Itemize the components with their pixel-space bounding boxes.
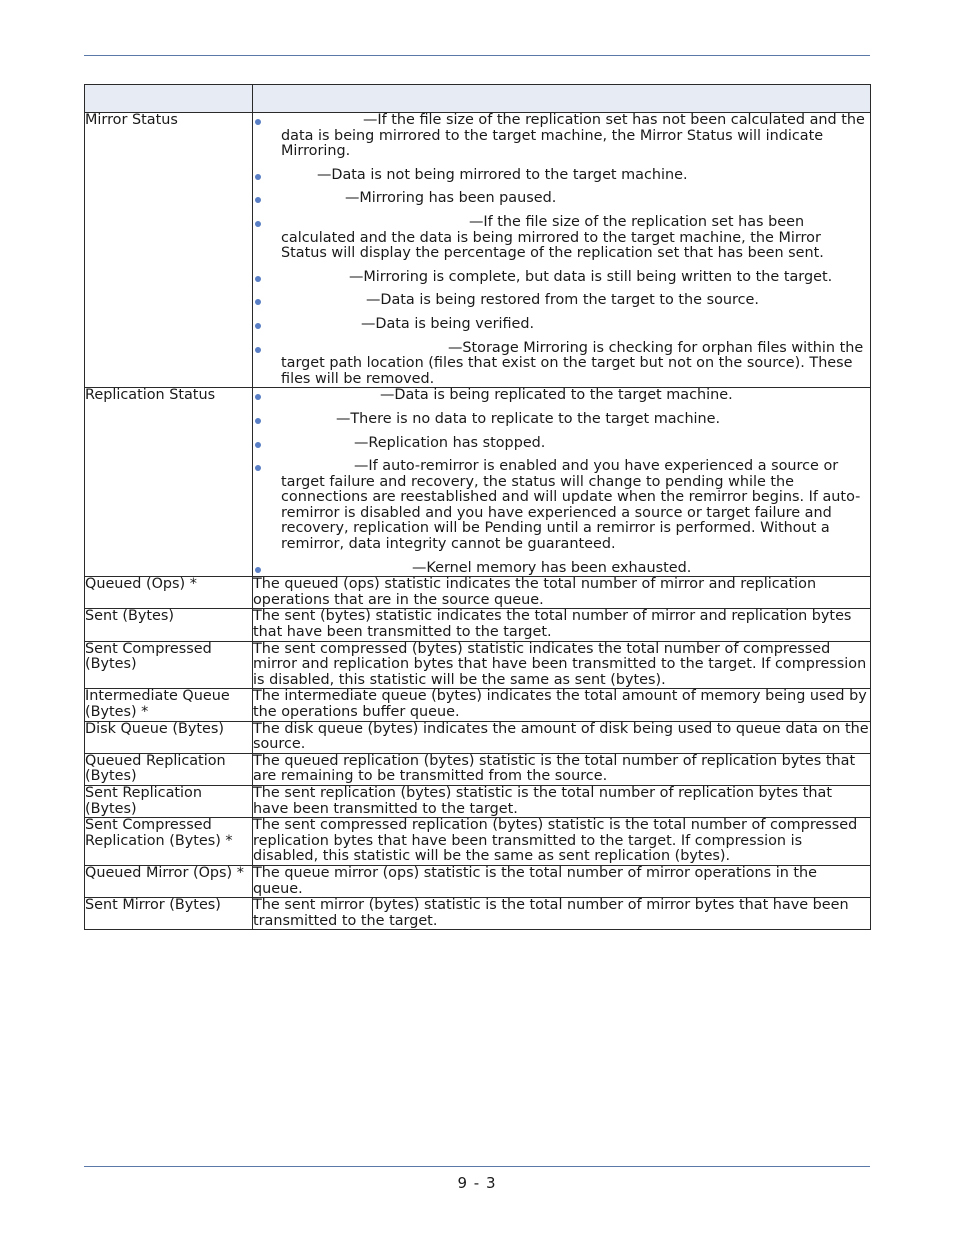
statistic-description: The sent compressed (bytes) statistic indicates the total number of compressed mirror and replication bytes that have been transmitted to the target. If compression is disabled, this statistic will be the same as sent (bytes). — [253, 641, 871, 689]
bullet-icon — [255, 323, 261, 329]
statistics-table — [84, 84, 871, 930]
statistic-name: Queued (Ops) * — [85, 577, 253, 609]
list-item — [253, 459, 870, 553]
status-list — [253, 388, 870, 576]
statistic-name: Sent Mirror (Bytes) — [85, 898, 253, 930]
table-row — [85, 865, 871, 897]
bullet-icon — [255, 465, 261, 471]
status-description: —Replication has stopped. — [354, 434, 546, 451]
statistic-description: The sent mirror (bytes) statistic is the total number of mirror bytes that have been transmitted to the target. — [253, 898, 871, 930]
statistic-name: Replication Status — [85, 388, 253, 577]
bullet-icon — [255, 347, 261, 353]
bullet-icon — [255, 442, 261, 448]
bullet-icon — [255, 567, 261, 573]
statistic-name: Disk Queue (Bytes) — [85, 721, 253, 753]
statistic-description: The sent replication (bytes) statistic is the total number of replication bytes that have been transmitted to the target. — [253, 785, 871, 817]
table-row — [85, 785, 871, 817]
bullet-icon — [255, 119, 261, 125]
header-rule — [84, 55, 870, 56]
status-description: —If the file size of the replication set has not been calculated and the data is being mirrored to the target machine, the Mirror Status will indicate Mirroring. — [281, 112, 865, 160]
statistic-description: The sent compressed replication (bytes) statistic is the total number of compressed replication bytes that have been transmitted to the target. If compression is disabled, this statistic will be the same as sent replication (bytes). — [253, 818, 871, 866]
status-description: —Data is not being mirrored to the target machine. — [317, 166, 688, 183]
status-description: —Mirroring is complete, but data is still being written to the target. — [349, 268, 833, 285]
table-row — [85, 113, 871, 388]
list-item — [253, 388, 870, 404]
status-description: —If auto-remirror is enabled and you have experienced a source or target failure and recovery, the status will change to pending while the connections are reestablished and will update when the remirror begins. If auto-remirror is disabled and you have experienced a source or target failure and recovery, replication will be Pending until a remirror is performed. Without a remirror, data integrity cannot be guaranteed. — [281, 458, 861, 553]
statistic-name: Sent Replication (Bytes) — [85, 785, 253, 817]
statistic-description: The queued replication (bytes) statistic is the total number of replication bytes that are remaining to be transmitted from the source. — [253, 753, 871, 785]
table-row — [85, 609, 871, 641]
statistic-description: The queued (ops) statistic indicates the total number of mirror and replication operations that are in the source queue. — [253, 577, 871, 609]
statistic-name: Sent (Bytes) — [85, 609, 253, 641]
statistic-description — [253, 113, 871, 388]
list-item — [253, 561, 870, 577]
list-item — [253, 113, 870, 160]
bullet-icon — [255, 174, 261, 180]
table-row — [85, 898, 871, 930]
table-row — [85, 753, 871, 785]
status-description: —If the file size of the replication set has been calculated and the data is being mirrored to the target machine, the Mirror Status will display the percentage of the replication set that has been sent. — [281, 213, 824, 262]
list-item — [253, 293, 870, 309]
statistic-name: Mirror Status — [85, 113, 253, 388]
bullet-icon — [255, 299, 261, 305]
header-cell-description — [253, 85, 871, 113]
table-header-row — [85, 85, 871, 113]
status-description: —Storage Mirroring is checking for orphan files within the target path location (files that exist on the target but not on the source). These files will be removed. — [281, 339, 864, 387]
statistic-description: The queue mirror (ops) statistic is the total number of mirror operations in the queue. — [253, 865, 871, 897]
statistic-name: Queued Replication (Bytes) — [85, 753, 253, 785]
table-body — [85, 113, 871, 930]
bullet-icon — [255, 221, 261, 227]
list-item — [253, 341, 870, 388]
status-description: —Data is being restored from the target to the source. — [366, 292, 759, 309]
list-item — [253, 168, 870, 184]
header-cell-statistic — [85, 85, 253, 113]
list-item — [253, 270, 870, 286]
statistic-name: Sent Compressed Replication (Bytes) * — [85, 818, 253, 866]
statistic-description: The sent (bytes) statistic indicates the total number of mirror and replication bytes that have been transmitted to the target. — [253, 609, 871, 641]
statistic-name: Queued Mirror (Ops) * — [85, 865, 253, 897]
list-item — [253, 436, 870, 452]
footer-rule — [84, 1166, 870, 1167]
page-number: 9 - 3 — [457, 1174, 497, 1192]
table-row — [85, 689, 871, 721]
statistic-description: The disk queue (bytes) indicates the amount of disk being used to queue data on the source. — [253, 720, 869, 753]
bullet-icon — [255, 276, 261, 282]
table-row — [85, 641, 871, 689]
list-item — [253, 191, 870, 207]
statistic-description — [253, 388, 871, 577]
bullet-icon — [255, 418, 261, 424]
status-description: —Mirroring has been paused. — [345, 190, 557, 207]
table-row — [85, 577, 871, 609]
table-row — [85, 721, 871, 753]
list-item — [253, 215, 870, 262]
statistic-description: The intermediate queue (bytes) indicates the total amount of memory being used by the operations buffer queue. — [253, 689, 871, 721]
table-row — [85, 388, 871, 577]
status-description: —There is no data to replicate to the target machine. — [336, 410, 721, 427]
list-item — [253, 412, 870, 428]
status-list — [253, 113, 870, 387]
bullet-icon — [255, 197, 261, 203]
bullet-icon — [255, 394, 261, 400]
list-item — [253, 317, 870, 333]
status-description: —Data is being replicated to the target machine. — [380, 387, 733, 404]
statistic-name: Intermediate Queue (Bytes) * — [85, 689, 253, 721]
table-row — [85, 818, 871, 866]
status-description: —Data is being verified. — [361, 315, 535, 332]
statistic-name: Sent Compressed (Bytes) — [85, 641, 253, 689]
status-description: —Kernel memory has been exhausted. — [412, 559, 692, 576]
